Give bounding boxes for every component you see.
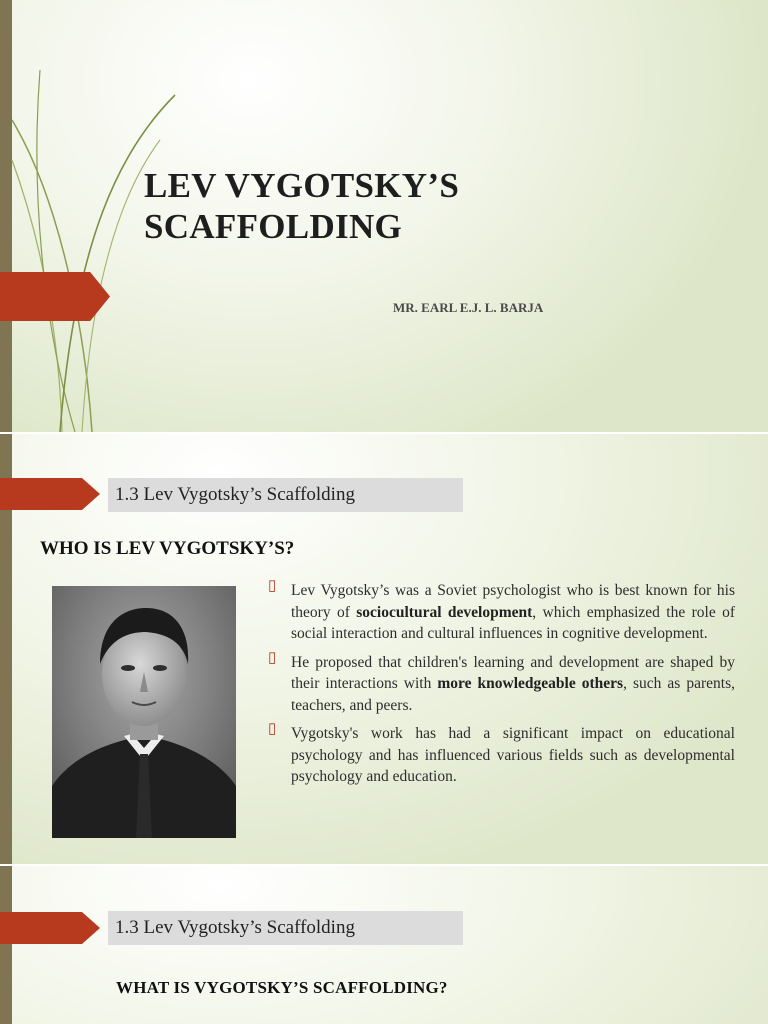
section-label: 1.3 Lev Vygotsky’s Scaffolding	[108, 911, 463, 945]
content-slide-what	[0, 866, 768, 1024]
author-name: MR. EARL E.J. L. BARJA	[393, 300, 544, 315]
section-label: 1.3 Lev Vygotsky’s Scaffolding	[108, 478, 463, 512]
bullet-item: ▯ Lev Vygotsky’s was a Soviet psychologist who is best known for his theory of sociocultural development, which emphasized the role of social interaction and cultural influences in cognitive development.	[268, 578, 735, 642]
bullet-list	[268, 580, 735, 795]
portrait-photo	[52, 586, 236, 838]
bullet-item: ▯ He proposed that children's learning and development are shaped by their interactions with more knowledgeable others, such as parents, teachers, and peers.	[268, 649, 735, 714]
presentation-title	[144, 165, 459, 247]
title-slide	[0, 0, 768, 432]
bullet-item: ▯ Vygotsky's work has had a significant impact on educational psychology and has influenced various fields such as developmental psychology and education.	[268, 721, 735, 785]
accent-arrow	[0, 912, 100, 944]
title-line-1: LEV VYGOTSKY’S	[144, 166, 460, 205]
emphasis-text: sociocultural development	[356, 603, 533, 621]
bullet-marker: ▯	[268, 649, 277, 666]
accent-arrow	[0, 272, 110, 321]
left-accent-bar	[0, 866, 12, 1024]
emphasis-text: more knowledgeable others	[437, 675, 624, 692]
slide-heading: WHO IS LEV VYGOTSKY’S?	[40, 538, 295, 559]
bullet-marker: ▯	[268, 578, 277, 594]
content-slide-who	[0, 434, 768, 864]
title-line-2: SCAFFOLDING	[144, 207, 403, 246]
accent-arrow	[0, 478, 100, 510]
bullet-marker: ▯	[268, 721, 277, 737]
slide-heading: WHAT IS VYGOTSKY’S SCAFFOLDING?	[116, 978, 448, 997]
